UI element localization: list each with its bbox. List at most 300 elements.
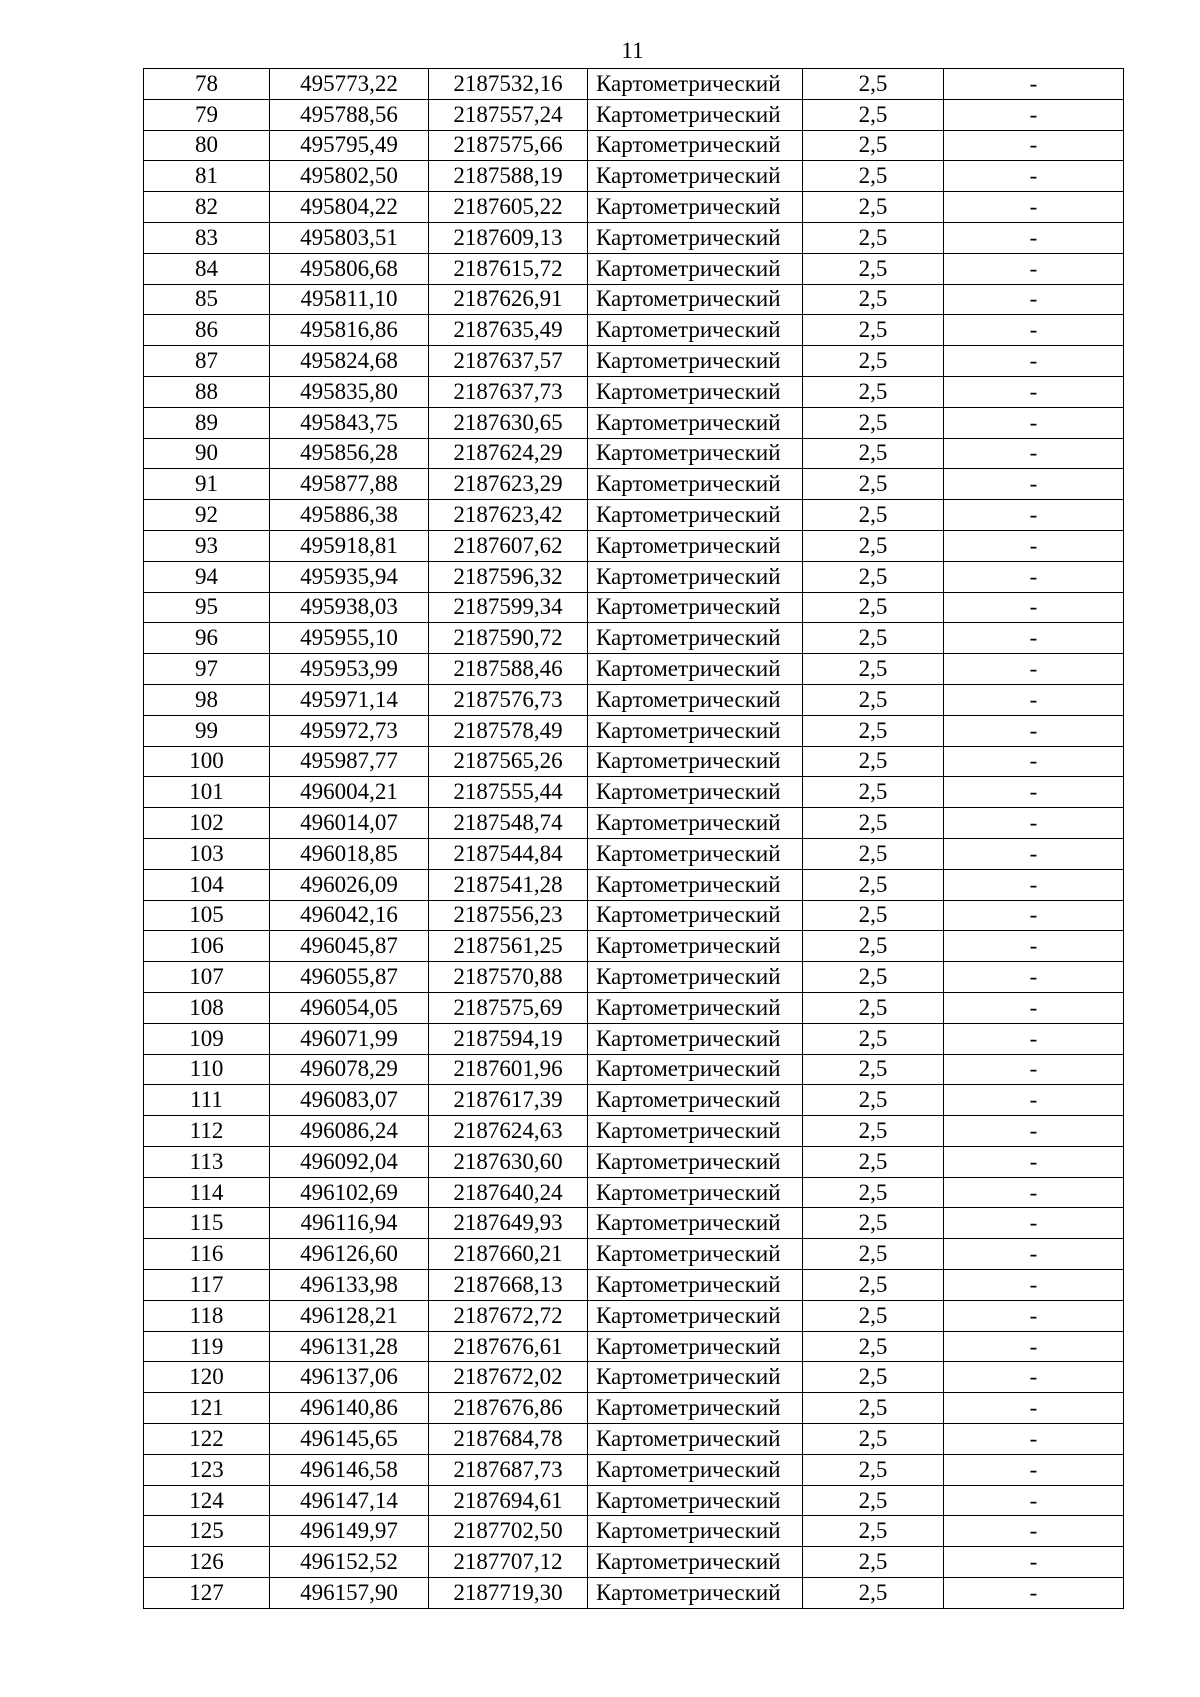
point-number-cell: 93 [144,530,270,561]
coordinate-y-cell: 2187676,86 [429,1393,588,1424]
coordinate-y-cell: 2187605,22 [429,192,588,223]
table-row [144,284,1124,315]
accuracy-cell: 2,5 [803,407,944,438]
point-number-cell: 95 [144,592,270,623]
coordinate-x-cell: 495955,10 [270,623,429,654]
coordinate-x-cell: 495843,75 [270,407,429,438]
accuracy-cell: 2,5 [803,253,944,284]
point-number-cell: 104 [144,869,270,900]
coordinate-y-cell: 2187649,93 [429,1208,588,1239]
accuracy-cell: 2,5 [803,346,944,377]
note-cell: - [944,1085,1124,1116]
table-row [144,1116,1124,1147]
accuracy-cell: 2,5 [803,962,944,993]
table-row [144,808,1124,839]
accuracy-cell: 2,5 [803,684,944,715]
note-cell: - [944,1393,1124,1424]
coordinate-y-cell: 2187544,84 [429,838,588,869]
coordinate-x-cell: 495803,51 [270,222,429,253]
table-row [144,1270,1124,1301]
point-number-cell: 84 [144,253,270,284]
point-number-cell: 88 [144,376,270,407]
note-cell: - [944,962,1124,993]
point-number-cell: 107 [144,962,270,993]
accuracy-cell: 2,5 [803,469,944,500]
coordinate-x-cell: 496146,58 [270,1454,429,1485]
accuracy-cell: 2,5 [803,284,944,315]
method-cell: Картометрический [588,1331,803,1362]
coordinate-x-cell: 495918,81 [270,530,429,561]
coordinate-x-cell: 496083,07 [270,1085,429,1116]
accuracy-cell: 2,5 [803,1146,944,1177]
coordinate-y-cell: 2187588,46 [429,654,588,685]
coordinate-y-cell: 2187596,32 [429,561,588,592]
method-cell: Картометрический [588,1454,803,1485]
coordinate-y-cell: 2187623,42 [429,500,588,531]
method-cell: Картометрический [588,684,803,715]
method-cell: Картометрический [588,407,803,438]
table-row [144,1547,1124,1578]
method-cell: Картометрический [588,130,803,161]
coordinate-x-cell: 495795,49 [270,130,429,161]
coordinate-x-cell: 496092,04 [270,1146,429,1177]
accuracy-cell: 2,5 [803,376,944,407]
coordinate-y-cell: 2187557,24 [429,99,588,130]
method-cell: Картометрический [588,469,803,500]
coordinate-y-cell: 2187719,30 [429,1578,588,1609]
note-cell: - [944,869,1124,900]
accuracy-cell: 2,5 [803,1054,944,1085]
coordinate-x-cell: 496157,90 [270,1578,429,1609]
coordinate-y-cell: 2187615,72 [429,253,588,284]
coordinate-y-cell: 2187630,65 [429,407,588,438]
note-cell: - [944,1578,1124,1609]
point-number-cell: 101 [144,777,270,808]
coordinate-x-cell: 496137,06 [270,1362,429,1393]
accuracy-cell: 2,5 [803,561,944,592]
point-number-cell: 81 [144,161,270,192]
coordinate-y-cell: 2187637,73 [429,376,588,407]
method-cell: Картометрический [588,1516,803,1547]
method-cell: Картометрический [588,222,803,253]
accuracy-cell: 2,5 [803,1362,944,1393]
coordinate-x-cell: 495835,80 [270,376,429,407]
coordinate-x-cell: 496014,07 [270,808,429,839]
table-row [144,315,1124,346]
table-row [144,500,1124,531]
method-cell: Картометрический [588,376,803,407]
coordinate-x-cell: 495806,68 [270,253,429,284]
point-number-cell: 102 [144,808,270,839]
table-row [144,1085,1124,1116]
accuracy-cell: 2,5 [803,992,944,1023]
accuracy-cell: 2,5 [803,1239,944,1270]
coordinate-y-cell: 2187565,26 [429,746,588,777]
coordinate-y-cell: 2187590,72 [429,623,588,654]
coordinate-x-cell: 496086,24 [270,1116,429,1147]
method-cell: Картометрический [588,900,803,931]
note-cell: - [944,130,1124,161]
accuracy-cell: 2,5 [803,1454,944,1485]
coordinate-y-cell: 2187575,66 [429,130,588,161]
table-row [144,438,1124,469]
coordinate-x-cell: 495804,22 [270,192,429,223]
table-row [144,469,1124,500]
note-cell: - [944,284,1124,315]
table-row [144,654,1124,685]
coordinate-x-cell: 495938,03 [270,592,429,623]
point-number-cell: 99 [144,715,270,746]
method-cell: Картометрический [588,869,803,900]
point-number-cell: 113 [144,1146,270,1177]
coordinate-x-cell: 495877,88 [270,469,429,500]
coordinate-x-cell: 496042,16 [270,900,429,931]
accuracy-cell: 2,5 [803,1177,944,1208]
method-cell: Картометрический [588,1085,803,1116]
note-cell: - [944,1054,1124,1085]
accuracy-cell: 2,5 [803,746,944,777]
note-cell: - [944,838,1124,869]
method-cell: Картометрический [588,1362,803,1393]
accuracy-cell: 2,5 [803,1270,944,1301]
table-row [144,838,1124,869]
table-row [144,1485,1124,1516]
coordinate-x-cell: 495773,22 [270,69,429,100]
coordinate-x-cell: 495788,56 [270,99,429,130]
note-cell: - [944,1116,1124,1147]
method-cell: Картометрический [588,1424,803,1455]
method-cell: Картометрический [588,99,803,130]
coordinate-y-cell: 2187640,24 [429,1177,588,1208]
coordinate-x-cell: 495935,94 [270,561,429,592]
method-cell: Картометрический [588,777,803,808]
note-cell: - [944,1023,1124,1054]
note-cell: - [944,1362,1124,1393]
point-number-cell: 85 [144,284,270,315]
coordinate-y-cell: 2187575,69 [429,992,588,1023]
method-cell: Картометрический [588,1578,803,1609]
note-cell: - [944,1547,1124,1578]
point-number-cell: 98 [144,684,270,715]
point-number-cell: 111 [144,1085,270,1116]
coordinate-x-cell: 496078,29 [270,1054,429,1085]
coordinate-x-cell: 496102,69 [270,1177,429,1208]
method-cell: Картометрический [588,192,803,223]
table-row [144,530,1124,561]
point-number-cell: 119 [144,1331,270,1362]
accuracy-cell: 2,5 [803,1023,944,1054]
note-cell: - [944,1146,1124,1177]
note-cell: - [944,69,1124,100]
coordinate-x-cell: 495816,86 [270,315,429,346]
point-number-cell: 97 [144,654,270,685]
accuracy-cell: 2,5 [803,1485,944,1516]
coordinate-y-cell: 2187672,02 [429,1362,588,1393]
table-row [144,992,1124,1023]
coordinate-y-cell: 2187676,61 [429,1331,588,1362]
coordinate-x-cell: 496152,52 [270,1547,429,1578]
method-cell: Картометрический [588,1485,803,1516]
table-row [144,99,1124,130]
point-number-cell: 116 [144,1239,270,1270]
accuracy-cell: 2,5 [803,315,944,346]
point-number-cell: 120 [144,1362,270,1393]
coordinate-y-cell: 2187556,23 [429,900,588,931]
method-cell: Картометрический [588,530,803,561]
coordinate-x-cell: 495856,28 [270,438,429,469]
method-cell: Картометрический [588,931,803,962]
point-number-cell: 100 [144,746,270,777]
note-cell: - [944,315,1124,346]
coordinate-y-cell: 2187609,13 [429,222,588,253]
coordinate-x-cell: 496116,94 [270,1208,429,1239]
note-cell: - [944,407,1124,438]
coordinate-x-cell: 495824,68 [270,346,429,377]
coordinate-x-cell: 495802,50 [270,161,429,192]
method-cell: Картометрический [588,346,803,377]
note-cell: - [944,1270,1124,1301]
point-number-cell: 79 [144,99,270,130]
coordinate-x-cell: 495953,99 [270,654,429,685]
coordinate-y-cell: 2187684,78 [429,1424,588,1455]
coordinate-y-cell: 2187617,39 [429,1085,588,1116]
table-row [144,869,1124,900]
method-cell: Картометрический [588,315,803,346]
point-number-cell: 86 [144,315,270,346]
point-number-cell: 122 [144,1424,270,1455]
point-number-cell: 124 [144,1485,270,1516]
note-cell: - [944,684,1124,715]
coordinate-x-cell: 496145,65 [270,1424,429,1455]
point-number-cell: 109 [144,1023,270,1054]
method-cell: Картометрический [588,561,803,592]
note-cell: - [944,561,1124,592]
accuracy-cell: 2,5 [803,161,944,192]
table-row [144,1578,1124,1609]
method-cell: Картометрический [588,1054,803,1085]
point-number-cell: 87 [144,346,270,377]
coordinate-x-cell: 496149,97 [270,1516,429,1547]
accuracy-cell: 2,5 [803,1116,944,1147]
coordinate-x-cell: 495972,73 [270,715,429,746]
coordinate-y-cell: 2187623,29 [429,469,588,500]
note-cell: - [944,222,1124,253]
method-cell: Картометрический [588,746,803,777]
method-cell: Картометрический [588,1270,803,1301]
note-cell: - [944,1485,1124,1516]
method-cell: Картометрический [588,992,803,1023]
accuracy-cell: 2,5 [803,592,944,623]
coordinate-x-cell: 496054,05 [270,992,429,1023]
table-row [144,253,1124,284]
point-number-cell: 126 [144,1547,270,1578]
coordinate-x-cell: 496147,14 [270,1485,429,1516]
note-cell: - [944,1208,1124,1239]
table-row [144,69,1124,100]
coordinate-x-cell: 495811,10 [270,284,429,315]
accuracy-cell: 2,5 [803,715,944,746]
method-cell: Картометрический [588,284,803,315]
note-cell: - [944,777,1124,808]
table-row [144,684,1124,715]
table-row [144,1424,1124,1455]
method-cell: Картометрический [588,808,803,839]
point-number-cell: 117 [144,1270,270,1301]
point-number-cell: 89 [144,407,270,438]
accuracy-cell: 2,5 [803,1393,944,1424]
note-cell: - [944,1300,1124,1331]
point-number-cell: 115 [144,1208,270,1239]
coordinate-x-cell: 496004,21 [270,777,429,808]
coordinate-y-cell: 2187694,61 [429,1485,588,1516]
table-row [144,1454,1124,1485]
coordinate-y-cell: 2187532,16 [429,69,588,100]
accuracy-cell: 2,5 [803,222,944,253]
method-cell: Картометрический [588,1393,803,1424]
table-row [144,561,1124,592]
coordinate-x-cell: 496128,21 [270,1300,429,1331]
table-row [144,376,1124,407]
table-row [144,777,1124,808]
accuracy-cell: 2,5 [803,500,944,531]
point-number-cell: 83 [144,222,270,253]
coordinate-x-cell: 495987,77 [270,746,429,777]
point-number-cell: 80 [144,130,270,161]
note-cell: - [944,1331,1124,1362]
point-number-cell: 94 [144,561,270,592]
table-row [144,900,1124,931]
coordinate-x-cell: 496126,60 [270,1239,429,1270]
point-number-cell: 91 [144,469,270,500]
note-cell: - [944,900,1124,931]
note-cell: - [944,192,1124,223]
point-number-cell: 103 [144,838,270,869]
coordinate-y-cell: 2187607,62 [429,530,588,561]
method-cell: Картометрический [588,592,803,623]
coordinate-y-cell: 2187702,50 [429,1516,588,1547]
note-cell: - [944,500,1124,531]
point-number-cell: 78 [144,69,270,100]
note-cell: - [944,623,1124,654]
point-number-cell: 96 [144,623,270,654]
table-row [144,746,1124,777]
coordinates-table-body [144,69,1124,1609]
coordinate-x-cell: 496140,86 [270,1393,429,1424]
point-number-cell: 110 [144,1054,270,1085]
method-cell: Картометрический [588,161,803,192]
table-row [144,192,1124,223]
note-cell: - [944,253,1124,284]
coordinate-y-cell: 2187570,88 [429,962,588,993]
note-cell: - [944,746,1124,777]
method-cell: Картометрический [588,500,803,531]
table-row [144,1516,1124,1547]
point-number-cell: 114 [144,1177,270,1208]
accuracy-cell: 2,5 [803,1085,944,1116]
coordinate-y-cell: 2187594,19 [429,1023,588,1054]
accuracy-cell: 2,5 [803,1516,944,1547]
coordinate-x-cell: 495886,38 [270,500,429,531]
point-number-cell: 118 [144,1300,270,1331]
coordinate-x-cell: 495971,14 [270,684,429,715]
coordinate-y-cell: 2187660,21 [429,1239,588,1270]
coordinate-x-cell: 496026,09 [270,869,429,900]
coordinate-x-cell: 496131,28 [270,1331,429,1362]
accuracy-cell: 2,5 [803,869,944,900]
coordinate-y-cell: 2187635,49 [429,315,588,346]
method-cell: Картометрический [588,654,803,685]
point-number-cell: 127 [144,1578,270,1609]
note-cell: - [944,161,1124,192]
table-row [144,715,1124,746]
table-row [144,130,1124,161]
coordinate-x-cell: 496018,85 [270,838,429,869]
table-row [144,1393,1124,1424]
coordinate-y-cell: 2187588,19 [429,161,588,192]
accuracy-cell: 2,5 [803,838,944,869]
accuracy-cell: 2,5 [803,931,944,962]
point-number-cell: 112 [144,1116,270,1147]
method-cell: Картометрический [588,1208,803,1239]
coordinate-y-cell: 2187601,96 [429,1054,588,1085]
coordinate-y-cell: 2187548,74 [429,808,588,839]
coordinate-y-cell: 2187624,29 [429,438,588,469]
table-row [144,1146,1124,1177]
accuracy-cell: 2,5 [803,1208,944,1239]
coordinate-y-cell: 2187541,28 [429,869,588,900]
note-cell: - [944,1454,1124,1485]
accuracy-cell: 2,5 [803,623,944,654]
coordinate-x-cell: 496045,87 [270,931,429,962]
coordinate-y-cell: 2187578,49 [429,715,588,746]
table-row [144,407,1124,438]
table-row [144,592,1124,623]
accuracy-cell: 2,5 [803,1424,944,1455]
method-cell: Картометрический [588,1300,803,1331]
note-cell: - [944,376,1124,407]
point-number-cell: 82 [144,192,270,223]
point-number-cell: 108 [144,992,270,1023]
method-cell: Картометрический [588,1177,803,1208]
point-number-cell: 121 [144,1393,270,1424]
note-cell: - [944,715,1124,746]
table-row [144,1239,1124,1270]
table-row [144,1208,1124,1239]
accuracy-cell: 2,5 [803,530,944,561]
note-cell: - [944,1516,1124,1547]
note-cell: - [944,1239,1124,1270]
method-cell: Картометрический [588,1239,803,1270]
coordinate-y-cell: 2187626,91 [429,284,588,315]
note-cell: - [944,654,1124,685]
method-cell: Картометрический [588,438,803,469]
accuracy-cell: 2,5 [803,1331,944,1362]
accuracy-cell: 2,5 [803,777,944,808]
method-cell: Картометрический [588,623,803,654]
note-cell: - [944,99,1124,130]
method-cell: Картометрический [588,962,803,993]
table-row [144,161,1124,192]
note-cell: - [944,992,1124,1023]
coordinate-y-cell: 2187637,57 [429,346,588,377]
note-cell: - [944,530,1124,561]
coordinate-y-cell: 2187687,73 [429,1454,588,1485]
coordinate-y-cell: 2187576,73 [429,684,588,715]
coordinate-y-cell: 2187561,25 [429,931,588,962]
coordinates-table [143,68,1124,1609]
coordinate-x-cell: 496133,98 [270,1270,429,1301]
accuracy-cell: 2,5 [803,654,944,685]
